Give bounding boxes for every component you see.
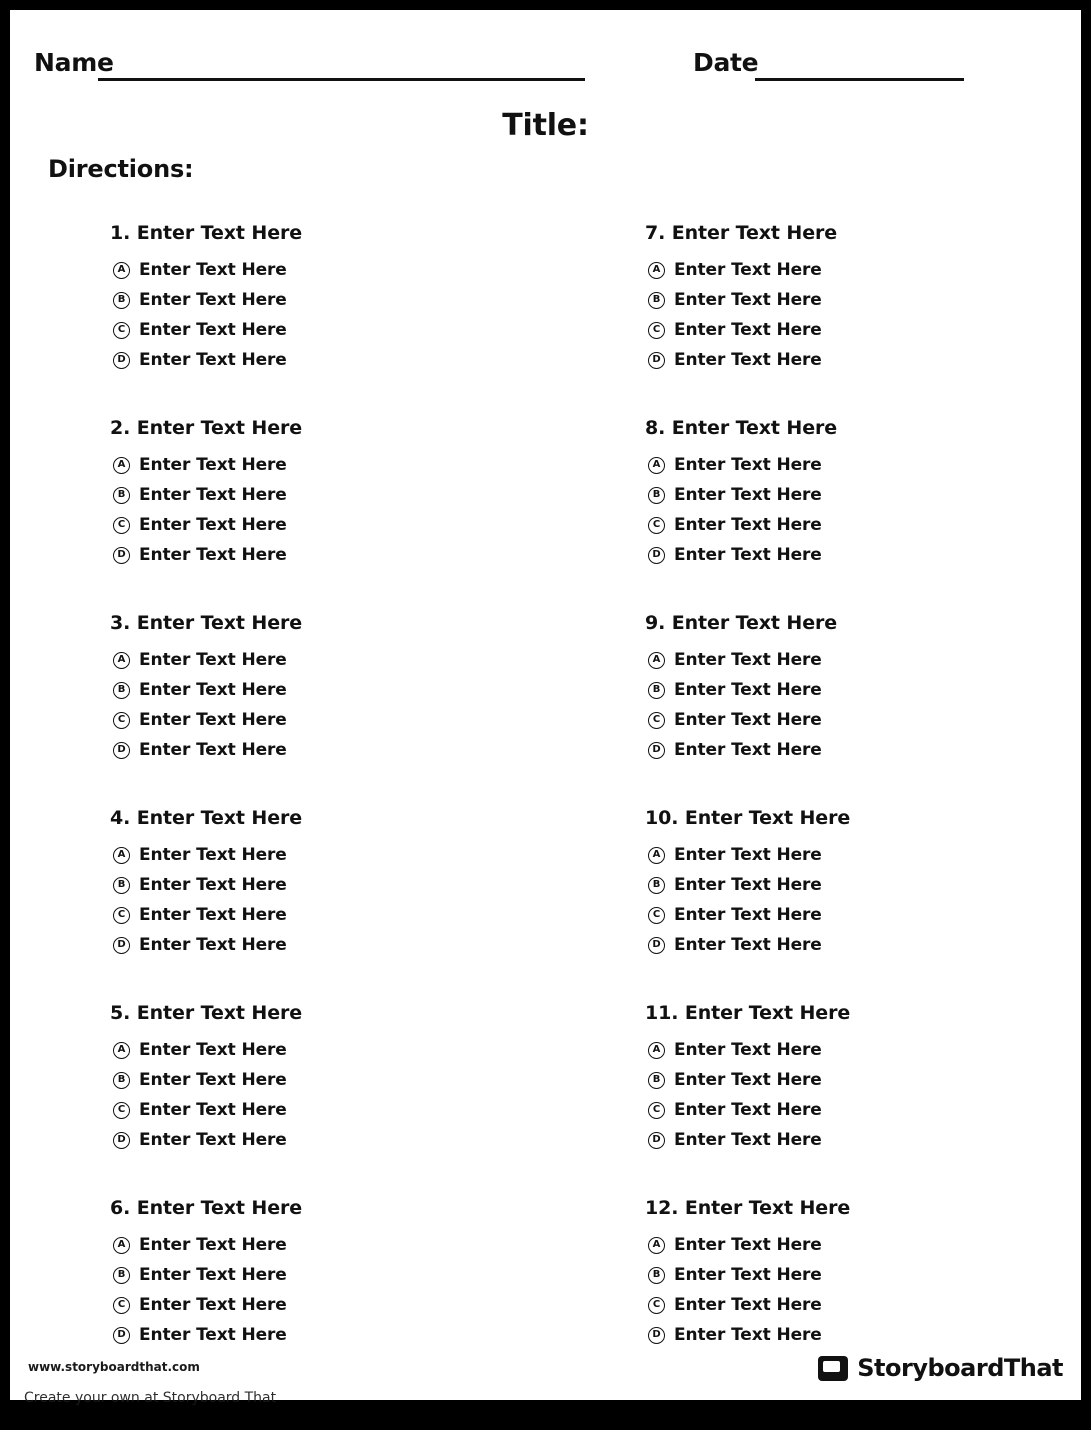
choice-option[interactable] [110,1130,580,1150]
choice-text[interactable]: Enter Text Here [139,545,287,565]
choice-bubble-icon[interactable]: D [648,547,665,564]
choice-bubble-icon[interactable]: C [113,322,130,339]
question-title[interactable]: 7. Enter Text Here [645,222,838,244]
choice-text[interactable]: Enter Text Here [139,515,287,535]
choice-option[interactable] [645,1130,1091,1150]
choice-text[interactable]: Enter Text Here [139,905,287,925]
footer-url[interactable]: www.storyboardthat.com [28,1360,200,1374]
choice-bubble-icon[interactable]: B [113,1267,130,1284]
question-title[interactable]: 8. Enter Text Here [645,417,838,439]
choice-bubble-icon[interactable]: A [113,262,130,279]
choice-text[interactable]: Enter Text Here [139,290,287,310]
footer-note: Create your own at Storyboard That [24,1390,277,1406]
question-block [645,1197,1091,1345]
choice-option[interactable] [645,260,1091,280]
choice-option[interactable] [645,875,1091,895]
choice-text[interactable]: Enter Text Here [674,1235,822,1255]
choice-bubble-icon[interactable]: A [648,1042,665,1059]
choice-text[interactable]: Enter Text Here [674,740,822,760]
choice-bubble-icon[interactable]: D [113,1327,130,1344]
choice-bubble-icon[interactable]: B [648,292,665,309]
name-label: Name [34,48,114,77]
choice-bubble-icon[interactable]: C [113,1102,130,1119]
choice-bubble-icon[interactable]: B [113,487,130,504]
choice-text[interactable]: Enter Text Here [674,260,822,280]
choice-bubble-icon[interactable]: A [648,262,665,279]
question-block [645,612,1091,760]
choice-bubble-icon[interactable]: B [113,292,130,309]
choice-option[interactable] [110,650,580,670]
choice-option[interactable] [110,875,580,895]
choice-bubble-icon[interactable]: D [113,937,130,954]
choice-bubble-icon[interactable]: D [113,1132,130,1149]
choice-option[interactable] [645,350,1091,370]
choice-text[interactable]: Enter Text Here [139,680,287,700]
choice-option[interactable] [110,350,580,370]
choice-text[interactable]: Enter Text Here [674,1040,822,1060]
choice-option[interactable] [645,320,1091,340]
choice-bubble-icon[interactable]: B [113,877,130,894]
choice-option[interactable] [645,455,1091,475]
choice-text[interactable]: Enter Text Here [139,350,287,370]
choice-bubble-icon[interactable]: B [648,877,665,894]
choice-option[interactable] [645,680,1091,700]
choice-text[interactable]: Enter Text Here [139,1265,287,1285]
storyboardthat-logo [818,1354,1063,1382]
choice-bubble-icon[interactable]: A [113,652,130,669]
choice-text[interactable]: Enter Text Here [139,1130,287,1150]
page-title[interactable]: Title: [502,108,589,143]
choice-option[interactable] [110,1235,580,1255]
choice-text[interactable]: Enter Text Here [139,320,287,340]
choice-option[interactable] [645,290,1091,310]
question-title[interactable]: 9. Enter Text Here [645,612,838,634]
question-block [110,222,580,370]
choice-text[interactable]: Enter Text Here [674,875,822,895]
choice-option[interactable] [645,710,1091,730]
question-block [645,417,1091,565]
choice-bubble-icon[interactable]: B [648,1072,665,1089]
choice-bubble-icon[interactable]: C [648,1102,665,1119]
choice-text[interactable]: Enter Text Here [139,1325,287,1345]
choice-text[interactable]: Enter Text Here [674,710,822,730]
question-block [110,1197,580,1345]
choice-bubble-icon[interactable]: D [113,547,130,564]
choice-option[interactable] [645,935,1091,955]
choice-bubble-icon[interactable]: C [648,517,665,534]
choice-option[interactable] [645,1100,1091,1120]
choice-text[interactable]: Enter Text Here [139,1040,287,1060]
choice-bubble-icon[interactable]: D [648,352,665,369]
question-title[interactable]: 3. Enter Text Here [110,612,303,634]
choice-option[interactable] [110,740,580,760]
question-title[interactable]: 10. Enter Text Here [645,807,851,829]
choice-text[interactable]: Enter Text Here [139,935,287,955]
choice-option[interactable] [110,680,580,700]
choice-option[interactable] [110,320,580,340]
choice-text[interactable]: Enter Text Here [674,455,822,475]
choice-option[interactable] [110,935,580,955]
choice-text[interactable]: Enter Text Here [674,1325,822,1345]
choice-text[interactable]: Enter Text Here [674,1100,822,1120]
choice-text[interactable]: Enter Text Here [674,1265,822,1285]
choice-bubble-icon[interactable]: A [648,847,665,864]
worksheet-page [10,10,1081,1406]
choice-bubble-icon[interactable]: C [648,712,665,729]
choice-bubble-icon[interactable]: D [113,742,130,759]
choice-bubble-icon[interactable]: C [648,907,665,924]
choice-bubble-icon[interactable]: A [648,652,665,669]
choice-option[interactable] [110,905,580,925]
choice-bubble-icon[interactable]: C [113,1297,130,1314]
choice-bubble-icon[interactable]: C [113,712,130,729]
choice-text[interactable]: Enter Text Here [139,1070,287,1090]
choice-option[interactable] [110,485,580,505]
choice-bubble-icon[interactable]: A [648,1237,665,1254]
choice-option[interactable] [110,845,580,865]
directions-label[interactable]: Directions: [48,155,194,183]
choice-text[interactable]: Enter Text Here [674,320,822,340]
question-block [110,612,580,760]
choice-bubble-icon[interactable]: B [648,487,665,504]
choice-bubble-icon[interactable]: B [648,1267,665,1284]
choice-option[interactable] [645,545,1091,565]
choice-bubble-icon[interactable]: D [648,1132,665,1149]
choice-text[interactable]: Enter Text Here [674,845,822,865]
choice-option[interactable] [645,740,1091,760]
choice-option[interactable] [645,1325,1091,1345]
question-title[interactable]: 6. Enter Text Here [110,1197,303,1219]
question-block [645,222,1091,370]
question-title[interactable]: 11. Enter Text Here [645,1002,851,1024]
choice-option[interactable] [110,290,580,310]
choice-text[interactable]: Enter Text Here [674,935,822,955]
choice-bubble-icon[interactable]: B [648,682,665,699]
choice-bubble-icon[interactable]: A [113,457,130,474]
choice-text[interactable]: Enter Text Here [674,350,822,370]
question-block [645,807,1091,955]
choice-text[interactable]: Enter Text Here [674,680,822,700]
choice-text[interactable]: Enter Text Here [139,740,287,760]
date-write-line[interactable] [755,78,964,81]
question-block [110,417,580,565]
choice-bubble-icon[interactable]: D [648,742,665,759]
question-title[interactable]: 5. Enter Text Here [110,1002,303,1024]
choice-text[interactable]: Enter Text Here [139,455,287,475]
choice-bubble-icon[interactable]: B [113,1072,130,1089]
choice-bubble-icon[interactable]: D [648,937,665,954]
choice-option[interactable] [110,545,580,565]
choice-text[interactable]: Enter Text Here [139,650,287,670]
choice-text[interactable]: Enter Text Here [674,905,822,925]
choice-option[interactable] [645,515,1091,535]
header [10,48,1081,88]
choice-text[interactable]: Enter Text Here [139,875,287,895]
choice-option[interactable] [110,1325,580,1345]
choice-text[interactable]: Enter Text Here [674,1295,822,1315]
choice-option[interactable] [645,905,1091,925]
question-block [645,1002,1091,1150]
choice-option[interactable] [110,1295,580,1315]
choice-option[interactable] [645,1070,1091,1090]
choice-option[interactable] [110,455,580,475]
question-block [110,1002,580,1150]
choice-bubble-icon[interactable]: D [113,352,130,369]
choice-option[interactable] [110,515,580,535]
name-write-line[interactable] [98,78,585,81]
choice-bubble-icon[interactable]: C [648,1297,665,1314]
question-title[interactable]: 4. Enter Text Here [110,807,303,829]
choice-option[interactable] [110,710,580,730]
speech-bubble-icon [818,1356,848,1381]
brand-name: StoryboardThat [857,1354,1063,1382]
choice-option[interactable] [645,1295,1091,1315]
date-label: Date [693,48,759,77]
question-title[interactable]: 2. Enter Text Here [110,417,303,439]
questions-column-left [110,222,580,1345]
choice-text[interactable]: Enter Text Here [674,545,822,565]
choice-text[interactable]: Enter Text Here [674,650,822,670]
choice-text[interactable]: Enter Text Here [674,1070,822,1090]
choice-option[interactable] [645,1265,1091,1285]
choice-option[interactable] [110,1265,580,1285]
choice-bubble-icon[interactable]: A [113,1237,130,1254]
choice-bubble-icon[interactable]: A [648,457,665,474]
choice-text[interactable]: Enter Text Here [139,260,287,280]
choice-text[interactable]: Enter Text Here [674,290,822,310]
choice-text[interactable]: Enter Text Here [139,1235,287,1255]
choice-option[interactable] [645,1040,1091,1060]
choice-option[interactable] [110,1070,580,1090]
choice-option[interactable] [645,650,1091,670]
choice-bubble-icon[interactable]: C [113,907,130,924]
choice-text[interactable]: Enter Text Here [139,710,287,730]
choice-text[interactable]: Enter Text Here [674,515,822,535]
choice-option[interactable] [645,1235,1091,1255]
choice-text[interactable]: Enter Text Here [139,485,287,505]
choice-bubble-icon[interactable]: C [648,322,665,339]
choice-text[interactable]: Enter Text Here [139,1295,287,1315]
choice-text[interactable]: Enter Text Here [139,845,287,865]
choice-bubble-icon[interactable]: B [113,682,130,699]
choice-text[interactable]: Enter Text Here [674,485,822,505]
choice-option[interactable] [110,260,580,280]
choice-option[interactable] [645,485,1091,505]
choice-bubble-icon[interactable]: A [113,1042,130,1059]
questions-column-right [645,222,1091,1345]
choice-option[interactable] [110,1100,580,1120]
question-title[interactable]: 12. Enter Text Here [645,1197,851,1219]
choice-text[interactable]: Enter Text Here [139,1100,287,1120]
choice-bubble-icon[interactable]: C [113,517,130,534]
question-title[interactable]: 1. Enter Text Here [110,222,303,244]
choice-bubble-icon[interactable]: A [113,847,130,864]
choice-bubble-icon[interactable]: D [648,1327,665,1344]
choice-option[interactable] [645,845,1091,865]
choice-text[interactable]: Enter Text Here [674,1130,822,1150]
question-block [110,807,580,955]
choice-option[interactable] [110,1040,580,1060]
